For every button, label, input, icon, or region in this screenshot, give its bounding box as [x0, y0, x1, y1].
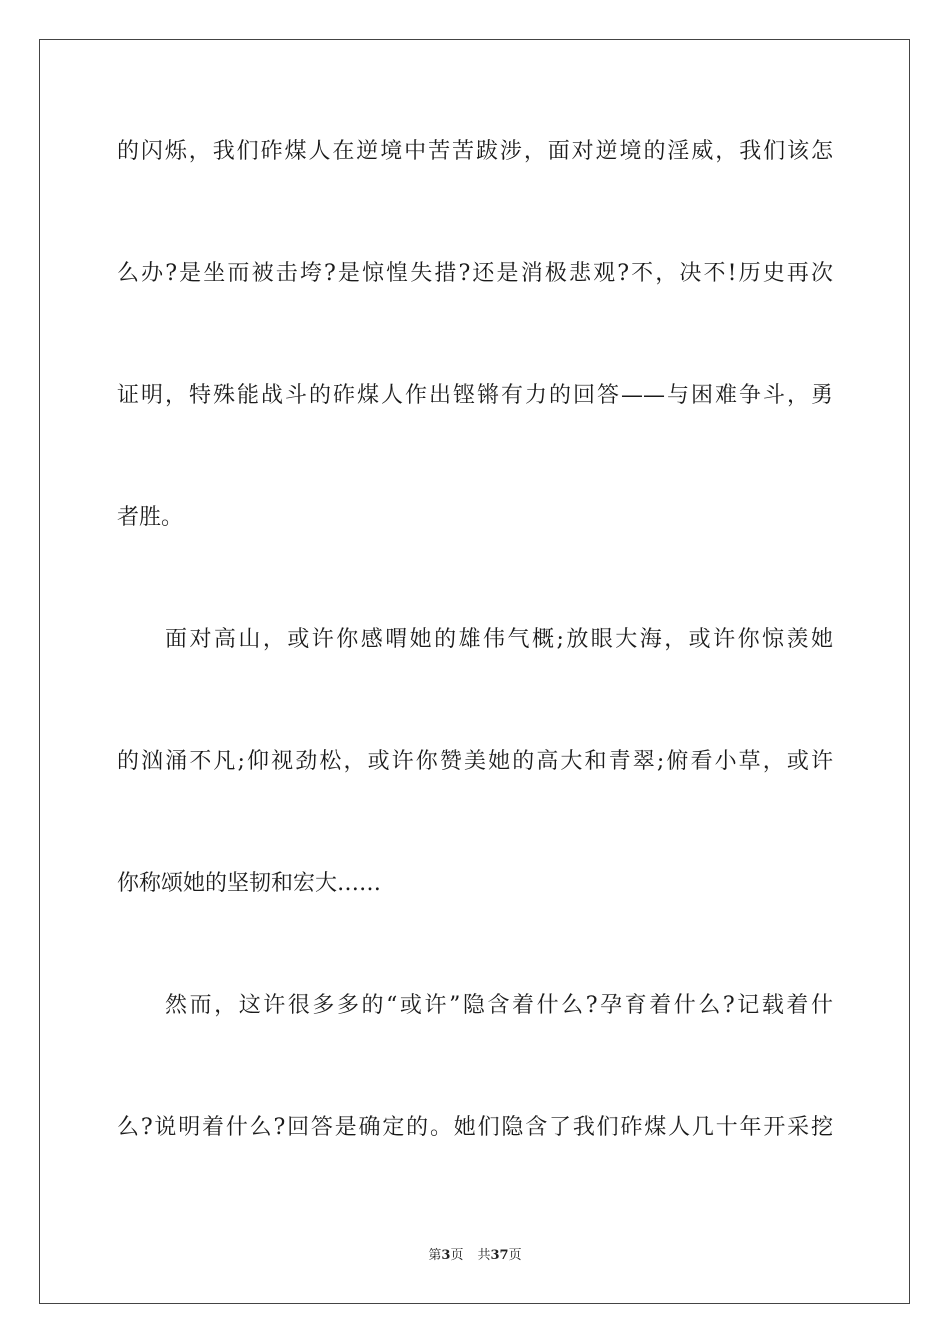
- footer-page-number: 3: [441, 1248, 451, 1263]
- body-text-line-9: 么?说明着什么?回答是确定的。她们隐含了我们砟煤人几十年开采挖: [117, 1115, 833, 1140]
- footer-page-suffix: 页: [450, 1248, 464, 1263]
- body-text-line-1: 的闪烁，我们砟煤人在逆境中苦苦跋涉，面对逆境的淫威，我们该怎: [117, 139, 833, 164]
- body-text-line-8: 然而，这许很多多的“或许”隐含着什么?孕育着什么?记载着什: [165, 993, 833, 1018]
- footer-total-prefix: 共: [477, 1248, 491, 1263]
- body-text-line-5: 面对高山，或许你感喟她的雄伟气概;放眼大海，或许你惊羡她: [165, 627, 833, 652]
- footer-page-prefix: 第: [428, 1248, 442, 1263]
- body-text-line-7: 你称颂她的坚韧和宏大……: [117, 871, 382, 896]
- page-footer: [0, 1247, 950, 1265]
- footer-total-pages: 37: [490, 1248, 509, 1263]
- body-text-line-6: 的汹涌不凡;仰视劲松，或许你赞美她的高大和青翠;俯看小草，或许: [117, 749, 833, 774]
- footer-total-suffix: 页: [508, 1248, 522, 1263]
- body-text-line-3: 证明，特殊能战斗的砟煤人作出铿锵有力的回答——与困难争斗，勇: [117, 383, 833, 408]
- body-text-line-2: 么办?是坐而被击垮?是惊惶失措?还是消极悲观?不，决不!历史再次: [117, 261, 833, 286]
- body-text-line-4: 者胜。: [117, 505, 184, 530]
